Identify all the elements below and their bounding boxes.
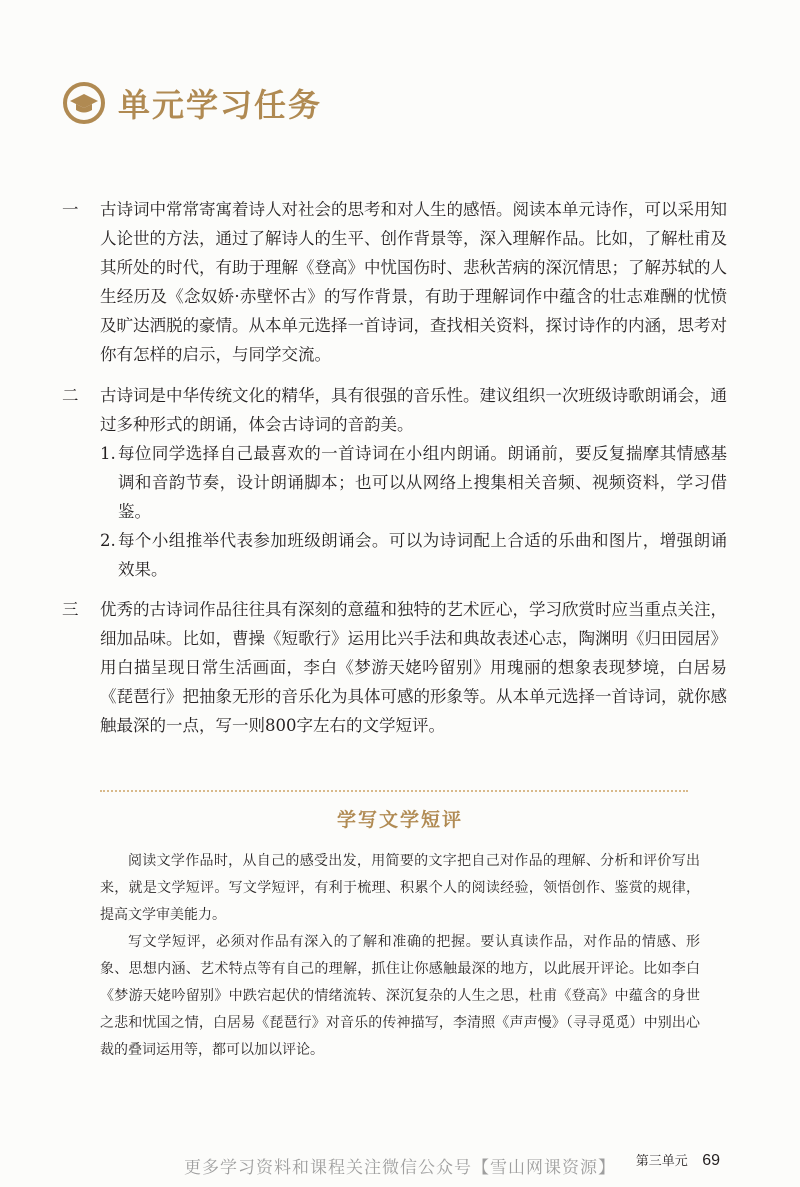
task-number: 一 — [62, 200, 79, 219]
subtask-text: 每个小组推举代表参加班级朗诵会。可以为诗词配上合适的乐曲和图片，增强朗诵效果。 — [118, 531, 727, 579]
task-3 — [62, 595, 727, 740]
box-title: 学写文学短评 — [336, 809, 463, 831]
task-text: 古诗词是中华传统文化的精华，具有很强的音乐性。建议组织一次班级诗歌朗诵会，通过多种形式的朗诵，体会古诗词的音韵美。 — [100, 386, 727, 434]
box-paragraph: 阅读文学作品时，从自己的感受出发，用简要的文字把自己对作品的理解、分析和评价写出来，就是文学短评。写文学短评，有利于梳理、积累个人的阅读经验，领悟创作、鉴赏的规律，提高文学审美能力。 — [100, 853, 700, 923]
dotted-divider — [100, 790, 688, 792]
task-text: 古诗词中常常寄寓着诗人对社会的思考和对人生的感悟。阅读本单元诗作，可以采用知人论世的方法，通过了解诗人的生平、创作背景等，深入理解作品。比如，了解杜甫及其所处的时代，有助于理解《登高》中忧国伤时、悲秋苦病的深沉情思；了解苏轼的人生经历及《念奴娇·赤壁怀古》的写作背景，有助于理解词作中蕴含的壮志难酬的忧愤及旷达洒脱的豪情。从本单元选择一首诗词，查找相关资料，探讨诗作的内涵，思考对你有怎样的启示，与同学交流。 — [100, 200, 727, 364]
section-header — [62, 80, 322, 126]
subtask-number: 1. — [100, 444, 116, 463]
subtask-2 — [100, 526, 727, 584]
subtask-text: 每位同学选择自己最喜欢的一首诗词在小组内朗诵。朗诵前，要反复揣摩其情感基调和音韵节奏，设计朗诵脚本；也可以从网络上搜集相关音频、视频资料，学习借鉴。 — [118, 444, 727, 521]
task-1 — [62, 195, 727, 369]
box-body — [100, 848, 700, 1064]
subtask-number: 2. — [100, 531, 116, 550]
task-number: 三 — [62, 600, 79, 619]
subtask-1 — [100, 439, 727, 526]
graduation-cap-icon — [62, 81, 106, 125]
task-text: 优秀的古诗词作品往往具有深刻的意蕴和独特的艺术匠心，学习欣赏时应当重点关注，细加品味。比如，曹操《短歌行》运用比兴手法和典故表述心志，陶渊明《归田园居》用白描呈现日常生活画面，李白《梦游天姥吟留别》用瑰丽的想象表现梦境，白居易《琵琶行》把抽象无形的音乐化为具体可感的形象等。从本单元选择一首诗词，就你感触最深的一点，写一则800字左右的文学短评。 — [100, 600, 727, 735]
page-number: 69 — [702, 1152, 720, 1169]
task-number: 二 — [62, 386, 79, 405]
task-2 — [62, 381, 727, 584]
unit-label: 第三单元 — [635, 1154, 688, 1169]
box-paragraph: 写文学短评，必须对作品有深入的了解和准确的把握。要认真读作品，对作品的情感、形象、思想内涵、艺术特点等有自己的理解，抓住让你感触最深的地方，以此展开评论。比如李白《梦游天姥吟留别》中跌宕起伏的情绪流转、深沉复杂的人生之思，杜甫《登高》中蕴含的身世之悲和忧国之情，白居易《琵琶行》对音乐的传神描写，李清照《声声慢》（寻寻觅觅）中别出心裁的叠词运用等，都可以加以评论。 — [100, 934, 700, 1058]
page-title: 单元学习任务 — [118, 86, 323, 124]
watermark-text: 更多学习资料和课程关注微信公众号【雪山网课资源】 — [184, 1158, 616, 1178]
